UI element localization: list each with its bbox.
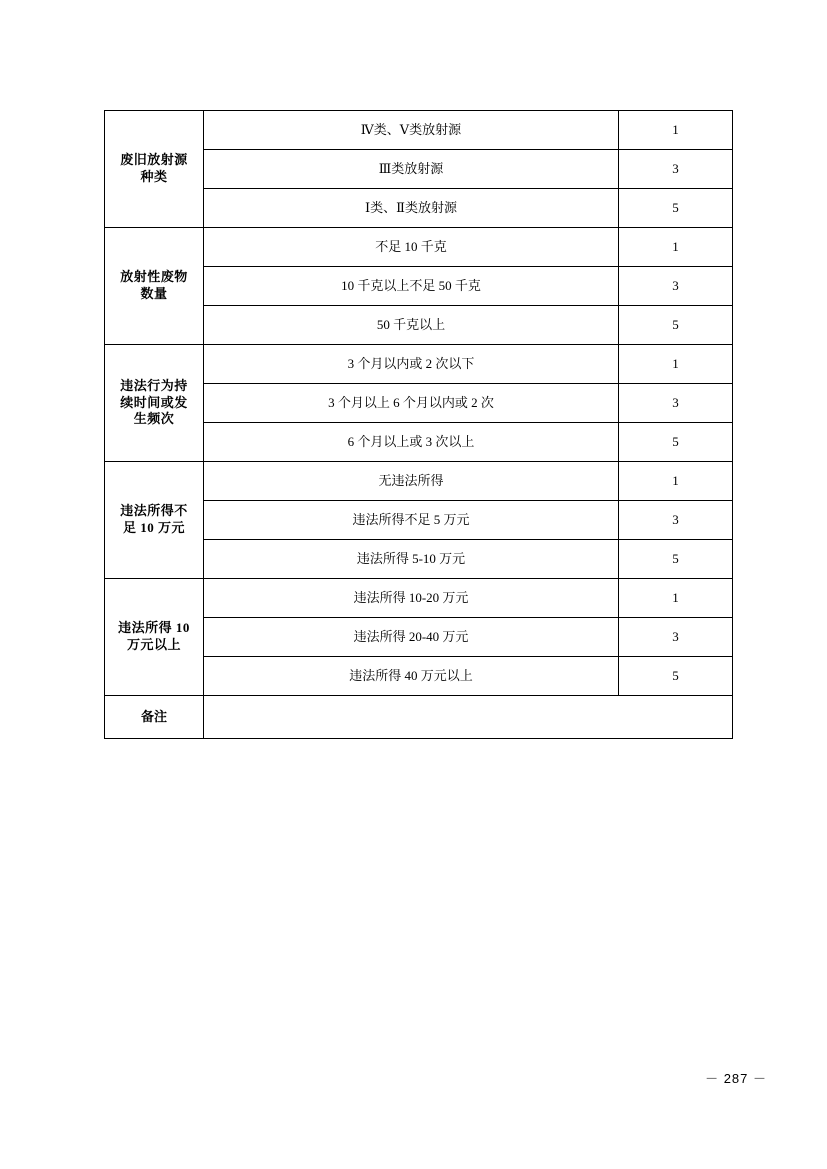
criteria-cell: 违法所得 10-20 万元 [204, 579, 619, 618]
score-cell: 5 [619, 540, 733, 579]
score-cell: 3 [619, 267, 733, 306]
criteria-cell: 6 个月以上或 3 次以上 [204, 423, 619, 462]
category-label-line: 数量 [140, 286, 168, 301]
category-cell-illegal-gain-under-100k [105, 462, 204, 579]
score-cell: 1 [619, 345, 733, 384]
category-label-line: 放射性废物 [120, 269, 188, 285]
category-cell-illegal-gain-over-100k [105, 579, 204, 696]
category-label-line: 违法所得不 [120, 503, 188, 519]
score-cell: 3 [619, 618, 733, 657]
score-cell: 1 [619, 111, 733, 150]
scoring-table-wrapper [104, 110, 731, 739]
criteria-cell: 违法所得 40 万元以上 [204, 657, 619, 696]
category-cell-duration-frequency [105, 345, 204, 462]
page-number: － 287 － [705, 1071, 767, 1086]
discretion-scoring-table [104, 110, 733, 739]
score-cell: 3 [619, 150, 733, 189]
criteria-cell: Ⅲ类放射源 [204, 150, 619, 189]
score-cell: 1 [619, 579, 733, 618]
score-cell: 3 [619, 384, 733, 423]
table-body [105, 111, 733, 739]
category-label-line: 万元以上 [126, 637, 181, 652]
criteria-cell: 违法所得 5-10 万元 [204, 540, 619, 579]
score-cell: 5 [619, 306, 733, 345]
table-row [105, 228, 733, 267]
score-cell: 5 [619, 657, 733, 696]
remark-label-cell: 备注 [105, 696, 204, 739]
table-row-remark [105, 696, 733, 739]
score-cell: 1 [619, 228, 733, 267]
criteria-cell: 3 个月以内或 2 次以下 [204, 345, 619, 384]
criteria-cell: 不足 10 千克 [204, 228, 619, 267]
category-label-line: 违法行为持 [120, 377, 188, 393]
criteria-cell: Ⅰ类、Ⅱ类放射源 [204, 189, 619, 228]
table-row [105, 111, 733, 150]
criteria-cell: 50 千克以上 [204, 306, 619, 345]
table-row [105, 462, 733, 501]
criteria-cell: 违法所得 20-40 万元 [204, 618, 619, 657]
criteria-cell: Ⅳ类、Ⅴ类放射源 [204, 111, 619, 150]
category-label-line: 续时间或发 [120, 394, 188, 410]
criteria-cell: 无违法所得 [204, 462, 619, 501]
table-row [105, 579, 733, 618]
remark-value-cell [204, 696, 733, 739]
criteria-cell: 10 千克以上不足 50 千克 [204, 267, 619, 306]
category-label-line: 生频次 [133, 411, 175, 427]
criteria-cell: 3 个月以上 6 个月以内或 2 次 [204, 384, 619, 423]
category-cell-radioactive-waste-quantity [105, 228, 204, 345]
category-cell-waste-source-type [105, 111, 204, 228]
score-cell: 3 [619, 501, 733, 540]
score-cell: 5 [619, 189, 733, 228]
category-label-line: 种类 [140, 169, 168, 184]
criteria-cell: 违法所得不足 5 万元 [204, 501, 619, 540]
score-cell: 5 [619, 423, 733, 462]
category-label-line: 足 10 万元 [122, 520, 185, 535]
category-label-line: 废旧放射源 [120, 152, 188, 168]
category-label-line: 违法所得 10 [118, 620, 190, 636]
table-row [105, 345, 733, 384]
page-footer [0, 1068, 827, 1087]
score-cell: 1 [619, 462, 733, 501]
